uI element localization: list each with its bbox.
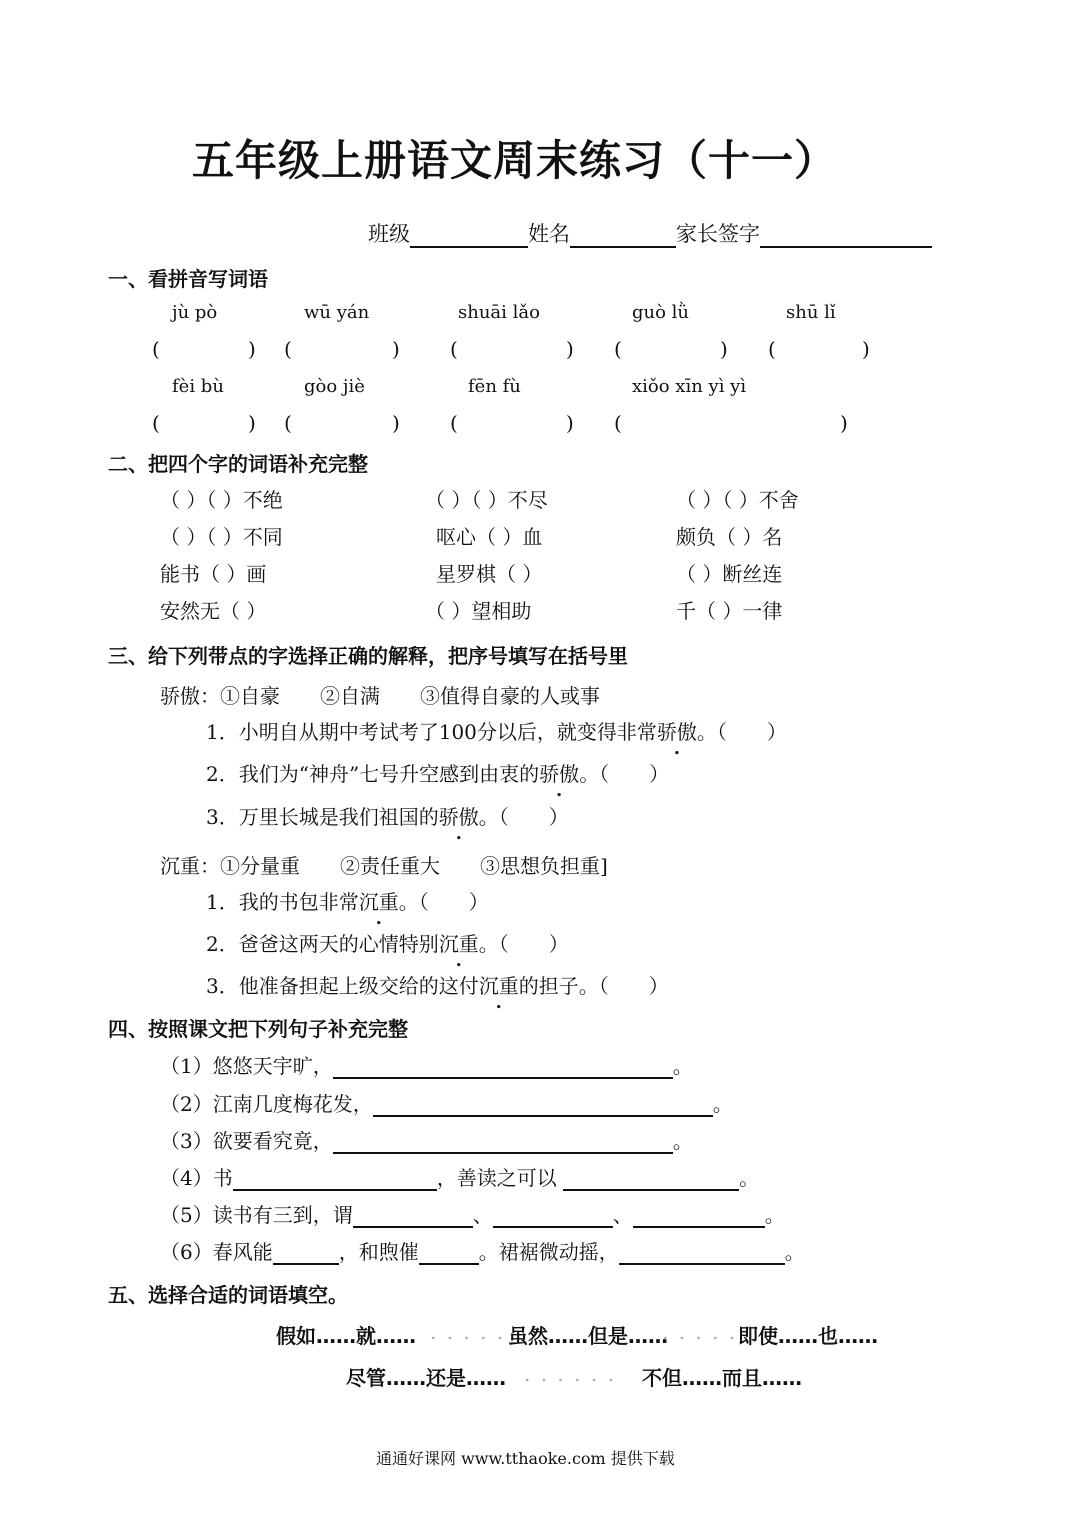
idiom-item: 能书（ ）画 xyxy=(160,562,267,586)
idiom-item: 颇负（ ）名 xyxy=(676,525,783,549)
answer-box[interactable]: ( xyxy=(450,337,458,361)
name-field[interactable] xyxy=(570,226,676,248)
page-title: 五年级上册语文周末练习（十一） xyxy=(192,136,838,185)
section-5-heading: 五、选择合适的词语填空。 xyxy=(108,1283,348,1307)
idiom-item: 安然无（ ） xyxy=(160,599,267,623)
question: 1．小明自从期中考试考了100分以后，就变得非常骄傲。（ ） xyxy=(206,716,787,745)
pinyin: guò lǜ xyxy=(632,302,690,323)
question: 2．爸爸这两天的心情特别沉重。（ ） xyxy=(206,928,569,957)
fill-sentence: （6）春风能 ，和煦催 。裙裾微动摇， 。 xyxy=(160,1240,805,1264)
fill-sentence: （1）悠悠天宇旷， 。 xyxy=(160,1054,693,1078)
dotted-separator: . . . . . . xyxy=(524,1362,616,1386)
pinyin: gòo jiè xyxy=(304,376,365,397)
pinyin: fèi bù xyxy=(172,376,224,397)
question: 3．他准备担起上级交给的这付沉重的担子。（ ） xyxy=(206,970,669,999)
connective-option: 尽管……还是…… xyxy=(346,1366,506,1390)
answer-line[interactable] xyxy=(353,1206,473,1228)
class-field[interactable] xyxy=(410,226,528,248)
dotted-word: 骄傲 xyxy=(656,720,697,744)
answer-box[interactable]: ( xyxy=(152,337,160,361)
dotted-separator: . . . . . xyxy=(662,1320,738,1344)
answer-line[interactable] xyxy=(493,1206,613,1228)
pinyin: xiǒo xīn yì yì xyxy=(632,376,747,397)
section-3-heading: 三、给下列带点的字选择正确的解释，把序号填写在括号里 xyxy=(108,644,628,668)
pinyin: wū yán xyxy=(304,302,370,323)
answer-line[interactable] xyxy=(333,1132,673,1154)
answer-line[interactable] xyxy=(273,1243,339,1265)
fill-sentence: （2）江南几度梅花发， 。 xyxy=(160,1092,733,1116)
pinyin: shuāi lǎo xyxy=(458,302,540,323)
answer-box[interactable]: ( xyxy=(768,337,776,361)
dotted-word: 骄傲 xyxy=(539,762,580,786)
answer-line[interactable] xyxy=(419,1243,479,1265)
answer-line[interactable] xyxy=(563,1169,739,1191)
answer-line[interactable] xyxy=(373,1095,713,1117)
idiom-item: 星罗棋（ ） xyxy=(436,562,543,586)
definition-line: 骄傲：①自豪 ②自满 ③值得自豪的人或事 xyxy=(160,684,600,708)
pinyin: fēn fù xyxy=(468,376,521,397)
idiom-item: 呕心（ ）血 xyxy=(436,525,543,549)
pinyin: jù pò xyxy=(172,302,218,323)
question: 1．我的书包非常沉重。（ ） xyxy=(206,886,489,915)
idiom-item: （ ）望相助 xyxy=(425,599,532,623)
section-1-heading: 一、看拼音写词语 xyxy=(108,267,268,291)
definition-line: 沉重：①分量重 ②责任重大 ③思想负担重] xyxy=(160,854,608,878)
student-info-line xyxy=(368,218,932,248)
parent-sign-field[interactable] xyxy=(760,226,932,248)
fill-sentence: （3）欲要看究竟， 。 xyxy=(160,1129,693,1153)
idiom-item: （ ）（ ）不同 xyxy=(160,525,283,549)
idiom-item: （ ）断丝连 xyxy=(676,562,783,586)
idiom-item: 千（ ）一律 xyxy=(676,599,783,623)
connective-option: 即使……也…… xyxy=(738,1324,878,1348)
parent-sign-label: 家长签字 xyxy=(676,222,760,246)
answer-line[interactable] xyxy=(633,1206,765,1228)
section-2-heading: 二、把四个字的词语补充完整 xyxy=(108,452,368,476)
fill-sentence: （4）书 ，善读之可以 。 xyxy=(160,1166,760,1190)
answer-line[interactable] xyxy=(333,1057,673,1079)
answer-box[interactable]: ( xyxy=(450,411,458,435)
dotted-word: 骄傲 xyxy=(438,805,479,829)
answer-box[interactable]: ( xyxy=(284,337,292,361)
dotted-word: 沉重 xyxy=(438,932,479,956)
connective-option: 假如……就…… xyxy=(276,1324,416,1348)
dotted-word: 沉重 xyxy=(478,974,519,998)
answer-line[interactable] xyxy=(233,1169,437,1191)
fill-sentence: （5）读书有三到，谓 、 、 。 xyxy=(160,1203,785,1227)
pinyin: shū lǐ xyxy=(786,302,836,323)
answer-box[interactable]: ( xyxy=(614,411,622,435)
question: 2．我们为“神舟”七号升空感到由衷的骄傲。（ ） xyxy=(206,758,669,787)
footer-credit: 通通好课网 www.tthaoke.com 提供下载 xyxy=(376,1449,675,1468)
question: 3．万里长城是我们祖国的骄傲。（ ） xyxy=(206,801,569,830)
dotted-word: 沉重 xyxy=(358,890,399,914)
answer-line[interactable] xyxy=(619,1243,785,1265)
section-4-heading: 四、按照课文把下列句子补充完整 xyxy=(108,1017,408,1041)
answer-box[interactable]: ( xyxy=(614,337,622,361)
connective-option: 不但……而且…… xyxy=(642,1366,802,1390)
answer-box[interactable]: ( xyxy=(284,411,292,435)
idiom-item: （ ）（ ）不绝 xyxy=(160,488,283,512)
idiom-item: （ ）（ ）不舍 xyxy=(676,488,799,512)
dotted-separator: . . . . . xyxy=(430,1320,506,1344)
idiom-item: （ ）（ ）不尽 xyxy=(425,488,548,512)
name-label: 姓名 xyxy=(528,222,570,246)
answer-box[interactable]: ( xyxy=(152,411,160,435)
connective-option: 虽然……但是…… xyxy=(508,1324,668,1348)
class-label: 班级 xyxy=(368,222,410,246)
